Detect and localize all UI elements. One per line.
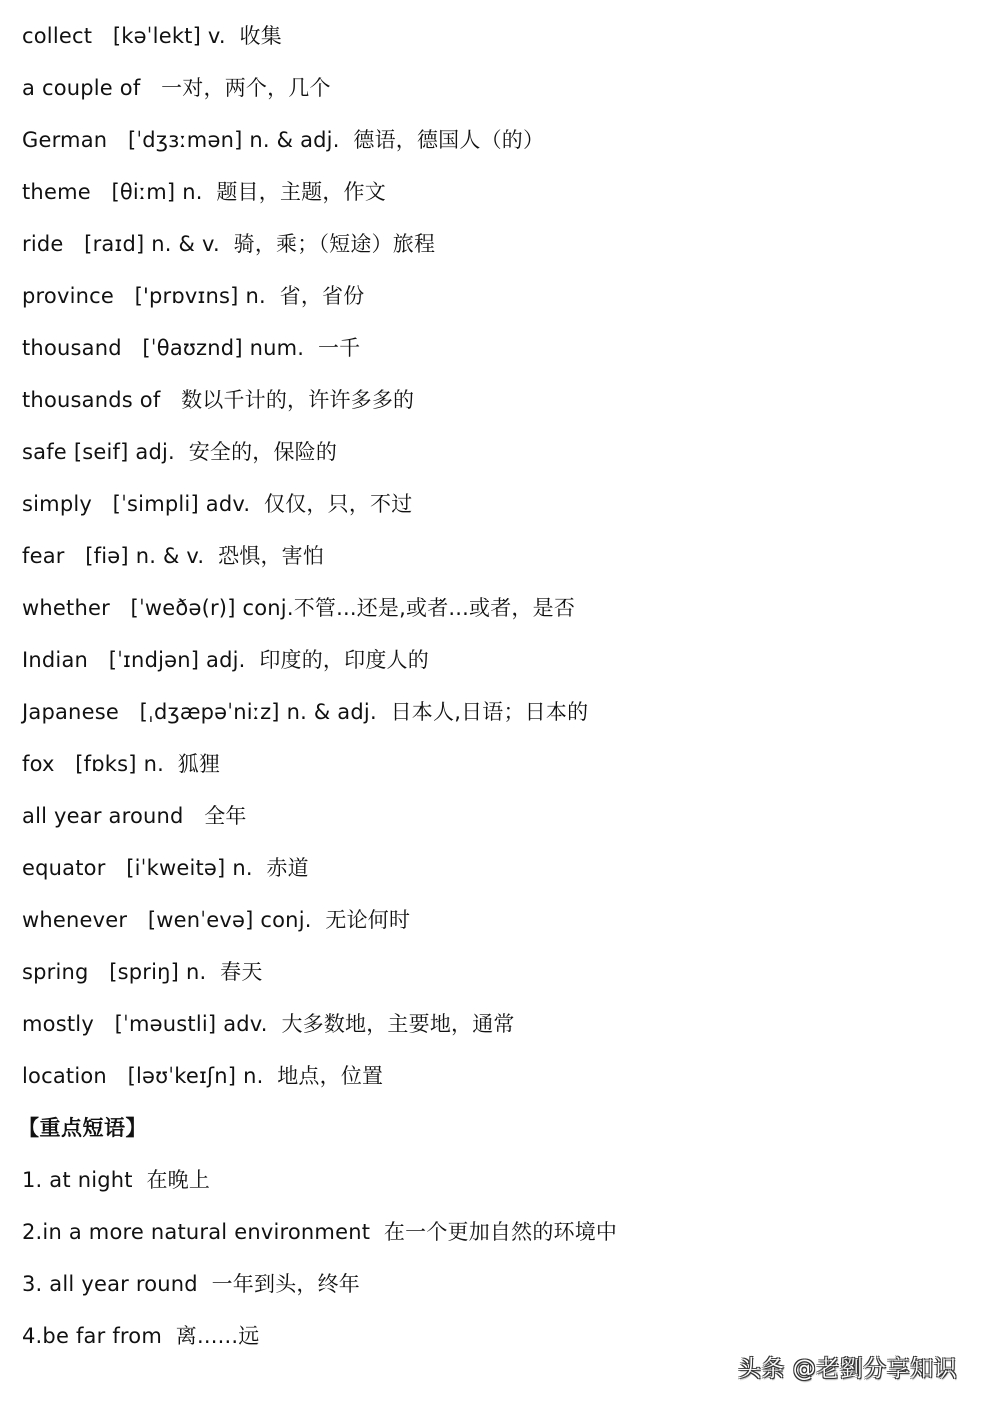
vocab-part-of-speech: adv. xyxy=(205,492,251,516)
vocab-word: thousand xyxy=(22,336,122,360)
vocab-meaning: 日本人,日语；日本的 xyxy=(390,700,589,724)
vocab-part-of-speech: n. xyxy=(185,960,207,984)
vocab-word: thousands of xyxy=(22,388,161,412)
vocab-part-of-speech: adj. xyxy=(135,440,175,464)
vocab-part-of-speech: n. xyxy=(243,1064,264,1088)
vocab-entry xyxy=(22,582,575,634)
phrase-meaning: 在晚上 xyxy=(146,1168,211,1192)
vocab-part-of-speech: n. xyxy=(245,284,266,308)
vocab-meaning: 德语，德国人（的） xyxy=(353,128,545,152)
phrase-meaning: 一年到头，终年 xyxy=(211,1272,360,1296)
vocab-entry xyxy=(22,894,410,946)
vocab-meaning: 一对，两个，几个 xyxy=(161,76,331,100)
vocab-phonetic: [θiːm] xyxy=(111,180,176,204)
vocab-word: province xyxy=(22,284,114,308)
vocab-word: Indian xyxy=(22,648,89,672)
vocab-word: equator xyxy=(22,856,106,880)
phrase-entry xyxy=(22,1206,617,1258)
vocab-entry xyxy=(22,166,386,218)
vocab-phonetic: [seif] xyxy=(73,440,129,464)
vocab-word: ride xyxy=(22,232,64,256)
vocab-meaning: 一千 xyxy=(317,336,361,360)
vocab-word: spring xyxy=(22,960,89,984)
vocab-part-of-speech: conj. xyxy=(242,596,294,620)
vocab-phonetic: [ˌdʒæpəˈniːz] xyxy=(139,700,280,724)
vocab-word: theme xyxy=(22,180,91,204)
vocab-entry xyxy=(22,634,429,686)
vocab-part-of-speech: conj. xyxy=(260,908,312,932)
vocab-meaning: 仅仅，只，不过 xyxy=(264,492,413,516)
vocab-entry xyxy=(22,1050,383,1102)
vocab-meaning: 大多数地，主要地，通常 xyxy=(281,1012,515,1036)
vocab-word: Japanese xyxy=(22,700,119,724)
vocab-entry xyxy=(22,790,247,842)
vocab-meaning: 赤道 xyxy=(266,856,309,880)
phrase-meaning: 离......远 xyxy=(175,1324,260,1348)
watermark: 头条 @老劉分享知识 xyxy=(738,1356,958,1382)
vocab-entry xyxy=(22,842,309,894)
vocab-part-of-speech: n. & adj. xyxy=(286,700,377,724)
vocab-part-of-speech: n. xyxy=(143,752,164,776)
vocab-word: mostly xyxy=(22,1012,94,1036)
vocab-meaning: 无论何时 xyxy=(325,908,411,932)
phrase-entry xyxy=(22,1310,259,1362)
vocab-entry xyxy=(22,998,515,1050)
vocab-entry xyxy=(22,738,220,790)
vocab-entry xyxy=(22,322,360,374)
vocab-phonetic: [spriŋ] xyxy=(109,960,180,984)
vocab-word: safe xyxy=(22,440,67,464)
vocab-part-of-speech: n. & adj. xyxy=(249,128,340,152)
vocab-meaning: 恐惧，害怕 xyxy=(218,544,325,568)
vocab-entry xyxy=(22,62,331,114)
vocab-entry xyxy=(22,374,414,426)
vocab-phonetic: [ˈweðə(r)] xyxy=(130,596,236,620)
vocab-entry xyxy=(22,946,263,998)
vocab-part-of-speech: adv. xyxy=(223,1012,268,1036)
vocab-part-of-speech: n. xyxy=(182,180,203,204)
vocab-meaning: 不管...还是,或者...或者，是否 xyxy=(293,596,576,620)
vocab-word: whenever xyxy=(22,908,128,932)
vocab-phonetic: [raɪd] xyxy=(84,232,145,256)
vocab-meaning: 收集 xyxy=(239,24,282,48)
phrase-entry xyxy=(22,1258,360,1310)
vocab-part-of-speech: num. xyxy=(249,336,305,360)
vocab-entry xyxy=(22,10,282,62)
phrase-text: 2.in a more natural environment xyxy=(22,1220,371,1244)
vocab-word: all year around xyxy=(22,804,184,828)
vocab-part-of-speech: n. & v. xyxy=(135,544,205,568)
vocab-phonetic: [iˈkweitə] xyxy=(126,856,226,880)
vocab-part-of-speech: adj. xyxy=(206,648,246,672)
vocab-phonetic: [wenˈevə] xyxy=(147,908,254,932)
vocab-meaning: 春天 xyxy=(220,960,263,984)
vocab-word: simply xyxy=(22,492,93,516)
vocab-word: a couple of xyxy=(22,76,141,100)
phrase-text: 4.be far from xyxy=(22,1324,163,1348)
vocab-entry xyxy=(22,270,364,322)
vocab-part-of-speech: n. xyxy=(232,856,253,880)
vocab-meaning: 地点，位置 xyxy=(277,1064,384,1088)
phrase-text: 1. at night xyxy=(22,1168,133,1192)
vocab-phonetic: [fɒks] xyxy=(75,752,137,776)
phrase-entry xyxy=(22,1154,210,1206)
vocab-entry xyxy=(22,530,324,582)
vocab-meaning: 印度的，印度人的 xyxy=(259,648,429,672)
phrase-text: 3. all year round xyxy=(22,1272,198,1296)
vocab-phonetic: [ˈsimpli] xyxy=(112,492,199,516)
vocab-meaning: 题目，主题，作文 xyxy=(216,180,386,204)
vocab-word: collect xyxy=(22,24,93,48)
vocab-meaning: 狐狸 xyxy=(177,752,221,776)
vocab-word: whether xyxy=(22,596,110,620)
vocab-phonetic: [ˈdʒɜːmən] xyxy=(127,128,243,152)
vocab-entry xyxy=(22,114,544,166)
vocab-phonetic: [ˈməustli] xyxy=(114,1012,217,1036)
vocab-entry xyxy=(22,478,412,530)
vocab-phonetic: [fiə] xyxy=(85,544,129,568)
phrase-meaning: 在一个更加自然的环境中 xyxy=(383,1220,618,1244)
vocab-word: fear xyxy=(22,544,65,568)
vocab-phonetic: [ˈɪndjən] xyxy=(108,648,200,672)
vocab-phonetic: [kəˈlekt] xyxy=(112,24,202,48)
vocab-word: German xyxy=(22,128,108,152)
phrases-heading: 【重点短语】 xyxy=(18,1116,147,1140)
vocab-phonetic: ['prɒvɪns] xyxy=(134,284,239,308)
vocab-meaning: 全年 xyxy=(204,804,247,828)
vocab-meaning: 安全的，保险的 xyxy=(188,440,338,464)
vocab-meaning: 数以千计的，许许多多的 xyxy=(181,388,415,412)
vocab-meaning: 骑，乘；（短途）旅程 xyxy=(233,232,436,256)
vocab-word: fox xyxy=(22,752,55,776)
vocab-meaning: 省，省份 xyxy=(279,284,365,308)
vocab-entry xyxy=(22,218,435,270)
vocab-phonetic: [ˈθaʊznd] xyxy=(142,336,243,360)
vocab-word: location xyxy=(22,1064,107,1088)
vocab-entry xyxy=(22,686,588,738)
vocab-phonetic: [ləʊˈkeɪʃn] xyxy=(127,1064,237,1088)
vocab-entry xyxy=(22,426,337,478)
vocab-part-of-speech: v. xyxy=(207,24,226,48)
vocab-part-of-speech: n. & v. xyxy=(151,232,220,256)
